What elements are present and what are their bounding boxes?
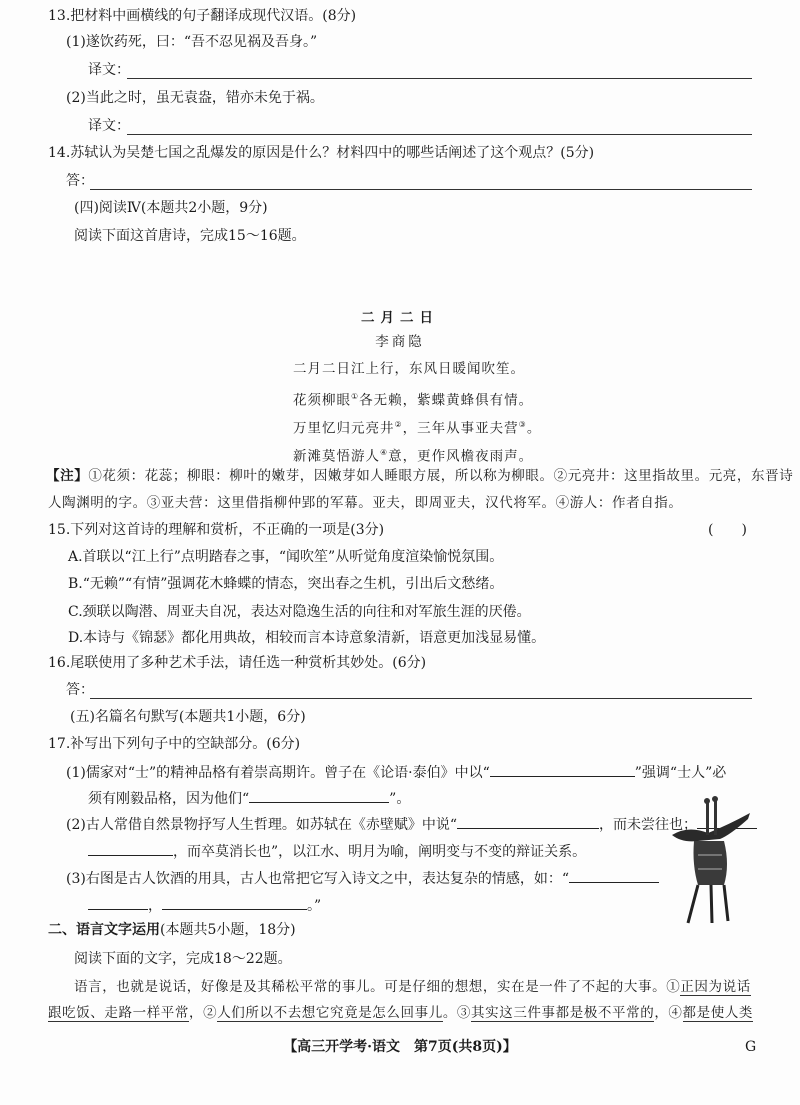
q17-text: 。” xyxy=(307,898,322,914)
poem-line-text: 。 xyxy=(526,420,542,437)
poem-line-text: 二月二日江上行，东风日暖闻吹笙。 xyxy=(293,361,525,377)
poem-line-text: ，三年从事亚夫营 xyxy=(402,420,519,437)
poem-title: 二月二日 xyxy=(361,310,439,326)
q17-blank-2[interactable] xyxy=(249,788,389,803)
section4-heading: (四)阅读Ⅳ(本题共2小题，9分) xyxy=(74,200,268,216)
q17-text: 须有刚毅品格，因为他们“ xyxy=(88,791,250,807)
q17-text: ， xyxy=(148,898,162,914)
q17-stem: 17.补写出下列句子中的空缺部分。(6分) xyxy=(48,736,301,752)
q17-blank-3[interactable] xyxy=(457,814,599,829)
q15-option-d: D.本诗与《锦瑟》都化用典故，相较而言本诗意象清新，语意更加浅显易懂。 xyxy=(68,630,546,646)
q15-option-c: C.颈联以陶潜、周亚夫自况，表达对隐逸生活的向往和对军旅生涯的厌倦。 xyxy=(68,604,531,620)
q17-blank-4-cont[interactable] xyxy=(88,841,173,856)
jue-wine-vessel-image xyxy=(668,795,754,925)
q13-sub1: (1)遂饮药死，曰：“吾不忍见祸及吾身。” xyxy=(66,34,318,50)
section5-heading: (五)名篇名句默写(本题共1小题，6分) xyxy=(70,709,306,725)
q13-sub2: (2)当此之时，虽无袁盎，错亦未免于祸。 xyxy=(66,90,324,106)
q17-s2-line1 xyxy=(66,814,757,835)
q17-blank-1[interactable] xyxy=(490,762,635,777)
poem-line-1 xyxy=(293,359,525,379)
poem-line-text: 花须柳眼 xyxy=(293,392,351,409)
q17-blank-5-cont[interactable] xyxy=(88,895,148,910)
q17-blank-6[interactable] xyxy=(162,895,307,910)
passage-line-1 xyxy=(74,977,751,997)
q17-text: ”强调“士人”必 xyxy=(634,765,727,781)
q17-blank-5[interactable] xyxy=(569,868,659,883)
page-footer: 【高三开学考·语文 第7页(共8页)】 xyxy=(283,1039,517,1055)
q16-stem: 16.尾联使用了多种艺术手法，请任选一种赏析其妙处。(6分) xyxy=(48,655,427,671)
poem-line-2 xyxy=(293,387,533,411)
q15-stem: 15.下列对这首诗的理解和赏析，不正确的一项是(3分) xyxy=(48,522,385,538)
q13-stem: 13.把材料中画横线的句子翻译成现代汉语。(8分) xyxy=(48,8,357,24)
q16-answer-label: 答： xyxy=(66,682,94,698)
q17-s1-line2 xyxy=(88,788,410,809)
poem-line-3 xyxy=(293,415,541,439)
poem-line-text: 意，更作风檐夜雨声。 xyxy=(388,448,534,465)
q14-answer-label: 答： xyxy=(66,173,94,189)
passage-text: 语言，也就是说话，好像是及其稀松平常的事儿。可是仔细的想想，实在是一件了不起的大事。① xyxy=(74,979,681,995)
q17-text: (2)古人常借自然景物抒写人生哲理。如苏轼在《赤壁赋》中说“ xyxy=(66,817,457,833)
footnote-marker: ③ xyxy=(518,420,527,429)
poem-line-text: 万里忆归元亮井 xyxy=(293,420,395,437)
notes-line-1 xyxy=(46,466,793,486)
q15-option-b: B.“无赖”“有情”强调花木蜂蝶的情态，突出春之生机，引出后文愁绪。 xyxy=(68,576,504,592)
q15-option-a: A.首联以“江上行”点明踏春之事，“闻吹笙”从听觉角度渲染愉悦氛围。 xyxy=(68,549,504,565)
part2-score: (本题共5小题，18分) xyxy=(160,922,296,938)
q17-s3-line1 xyxy=(66,868,659,889)
paper-version: G xyxy=(745,1039,757,1055)
notes-text: ①花须：花蕊；柳眼：柳叶的嫩芽，因嫩芽如人睡眼方展，所以称为柳眼。②元亮井：这里指故里。元亮，东晋诗 xyxy=(88,468,794,484)
q13-answer-label-2: 译文： xyxy=(88,118,130,134)
q17-text: (3)右图是古人饮酒的用具，古人也常把它写入诗文之中，表达复杂的情感，如：“ xyxy=(66,871,569,887)
part2-heading xyxy=(48,920,296,940)
footnote-marker: ④ xyxy=(380,448,389,457)
section4-instruction: 阅读下面这首唐诗，完成15～16题。 xyxy=(74,228,306,244)
notes-line-2: 人陶渊明的字。③亚夫营：这里借指柳仲郢的军幕。亚夫，即周亚夫，汉代将军。④游人：作者自指。 xyxy=(48,495,683,511)
passage-underlined: 跟吃饭、走路一样平常 xyxy=(48,1005,189,1021)
q17-text: (1)儒家对“士”的精神品格有着崇高期许。曾子在《论语·泰伯》中以“ xyxy=(66,765,490,781)
poem-line-4 xyxy=(293,443,533,467)
part2-instruction: 阅读下面的文字，完成18～22题。 xyxy=(74,951,292,967)
part2-title: 二、语言文字运用 xyxy=(48,922,160,938)
poem-author: 李商隐 xyxy=(375,334,425,350)
footnote-marker: ② xyxy=(394,420,403,429)
q17-text: ”。 xyxy=(389,791,411,807)
q16-answer-line[interactable] xyxy=(90,698,752,699)
footnote-marker: ① xyxy=(351,392,360,401)
notes-label: 【注】 xyxy=(46,468,89,484)
passage-underlined: 人们所以不去想它究竟是怎么回事儿 xyxy=(217,1005,443,1021)
q17-text: ，而未尝往也； xyxy=(599,817,697,833)
q14-stem: 14.苏轼认为吴楚七国之乱爆发的原因是什么？材料四中的哪些话阐述了这个观点？(5分) xyxy=(48,145,595,161)
passage-underlined: 都是使人类 xyxy=(682,1005,754,1021)
passage-underlined: 正因为说话 xyxy=(680,979,751,995)
passage-text: ，② xyxy=(189,1005,218,1021)
q13-answer-label-1: 译文： xyxy=(88,62,130,78)
q17-s1-line1 xyxy=(66,762,726,783)
poem-line-text: 各无赖，紫蝶黄蜂俱有情。 xyxy=(359,392,534,409)
passage-text: 。③ xyxy=(442,1005,472,1021)
passage-line-2 xyxy=(48,1003,753,1023)
q17-s2-line2 xyxy=(88,841,586,862)
passage-text: ，④ xyxy=(654,1005,683,1021)
q13-answer-line-1[interactable] xyxy=(127,78,752,79)
q15-answer-bracket[interactable]: ( ) xyxy=(708,522,747,538)
passage-underlined: 其实这三件事都是极不平常的 xyxy=(471,1005,655,1021)
q13-answer-line-2[interactable] xyxy=(127,134,752,135)
q14-answer-line[interactable] xyxy=(90,189,752,190)
poem-line-text: 新滩莫悟游人 xyxy=(293,448,380,465)
q17-text: ，而卒莫消长也”，以江水、明月为喻，阐明变与不变的辩证关系。 xyxy=(173,844,587,860)
q17-s3-line2 xyxy=(88,895,321,916)
